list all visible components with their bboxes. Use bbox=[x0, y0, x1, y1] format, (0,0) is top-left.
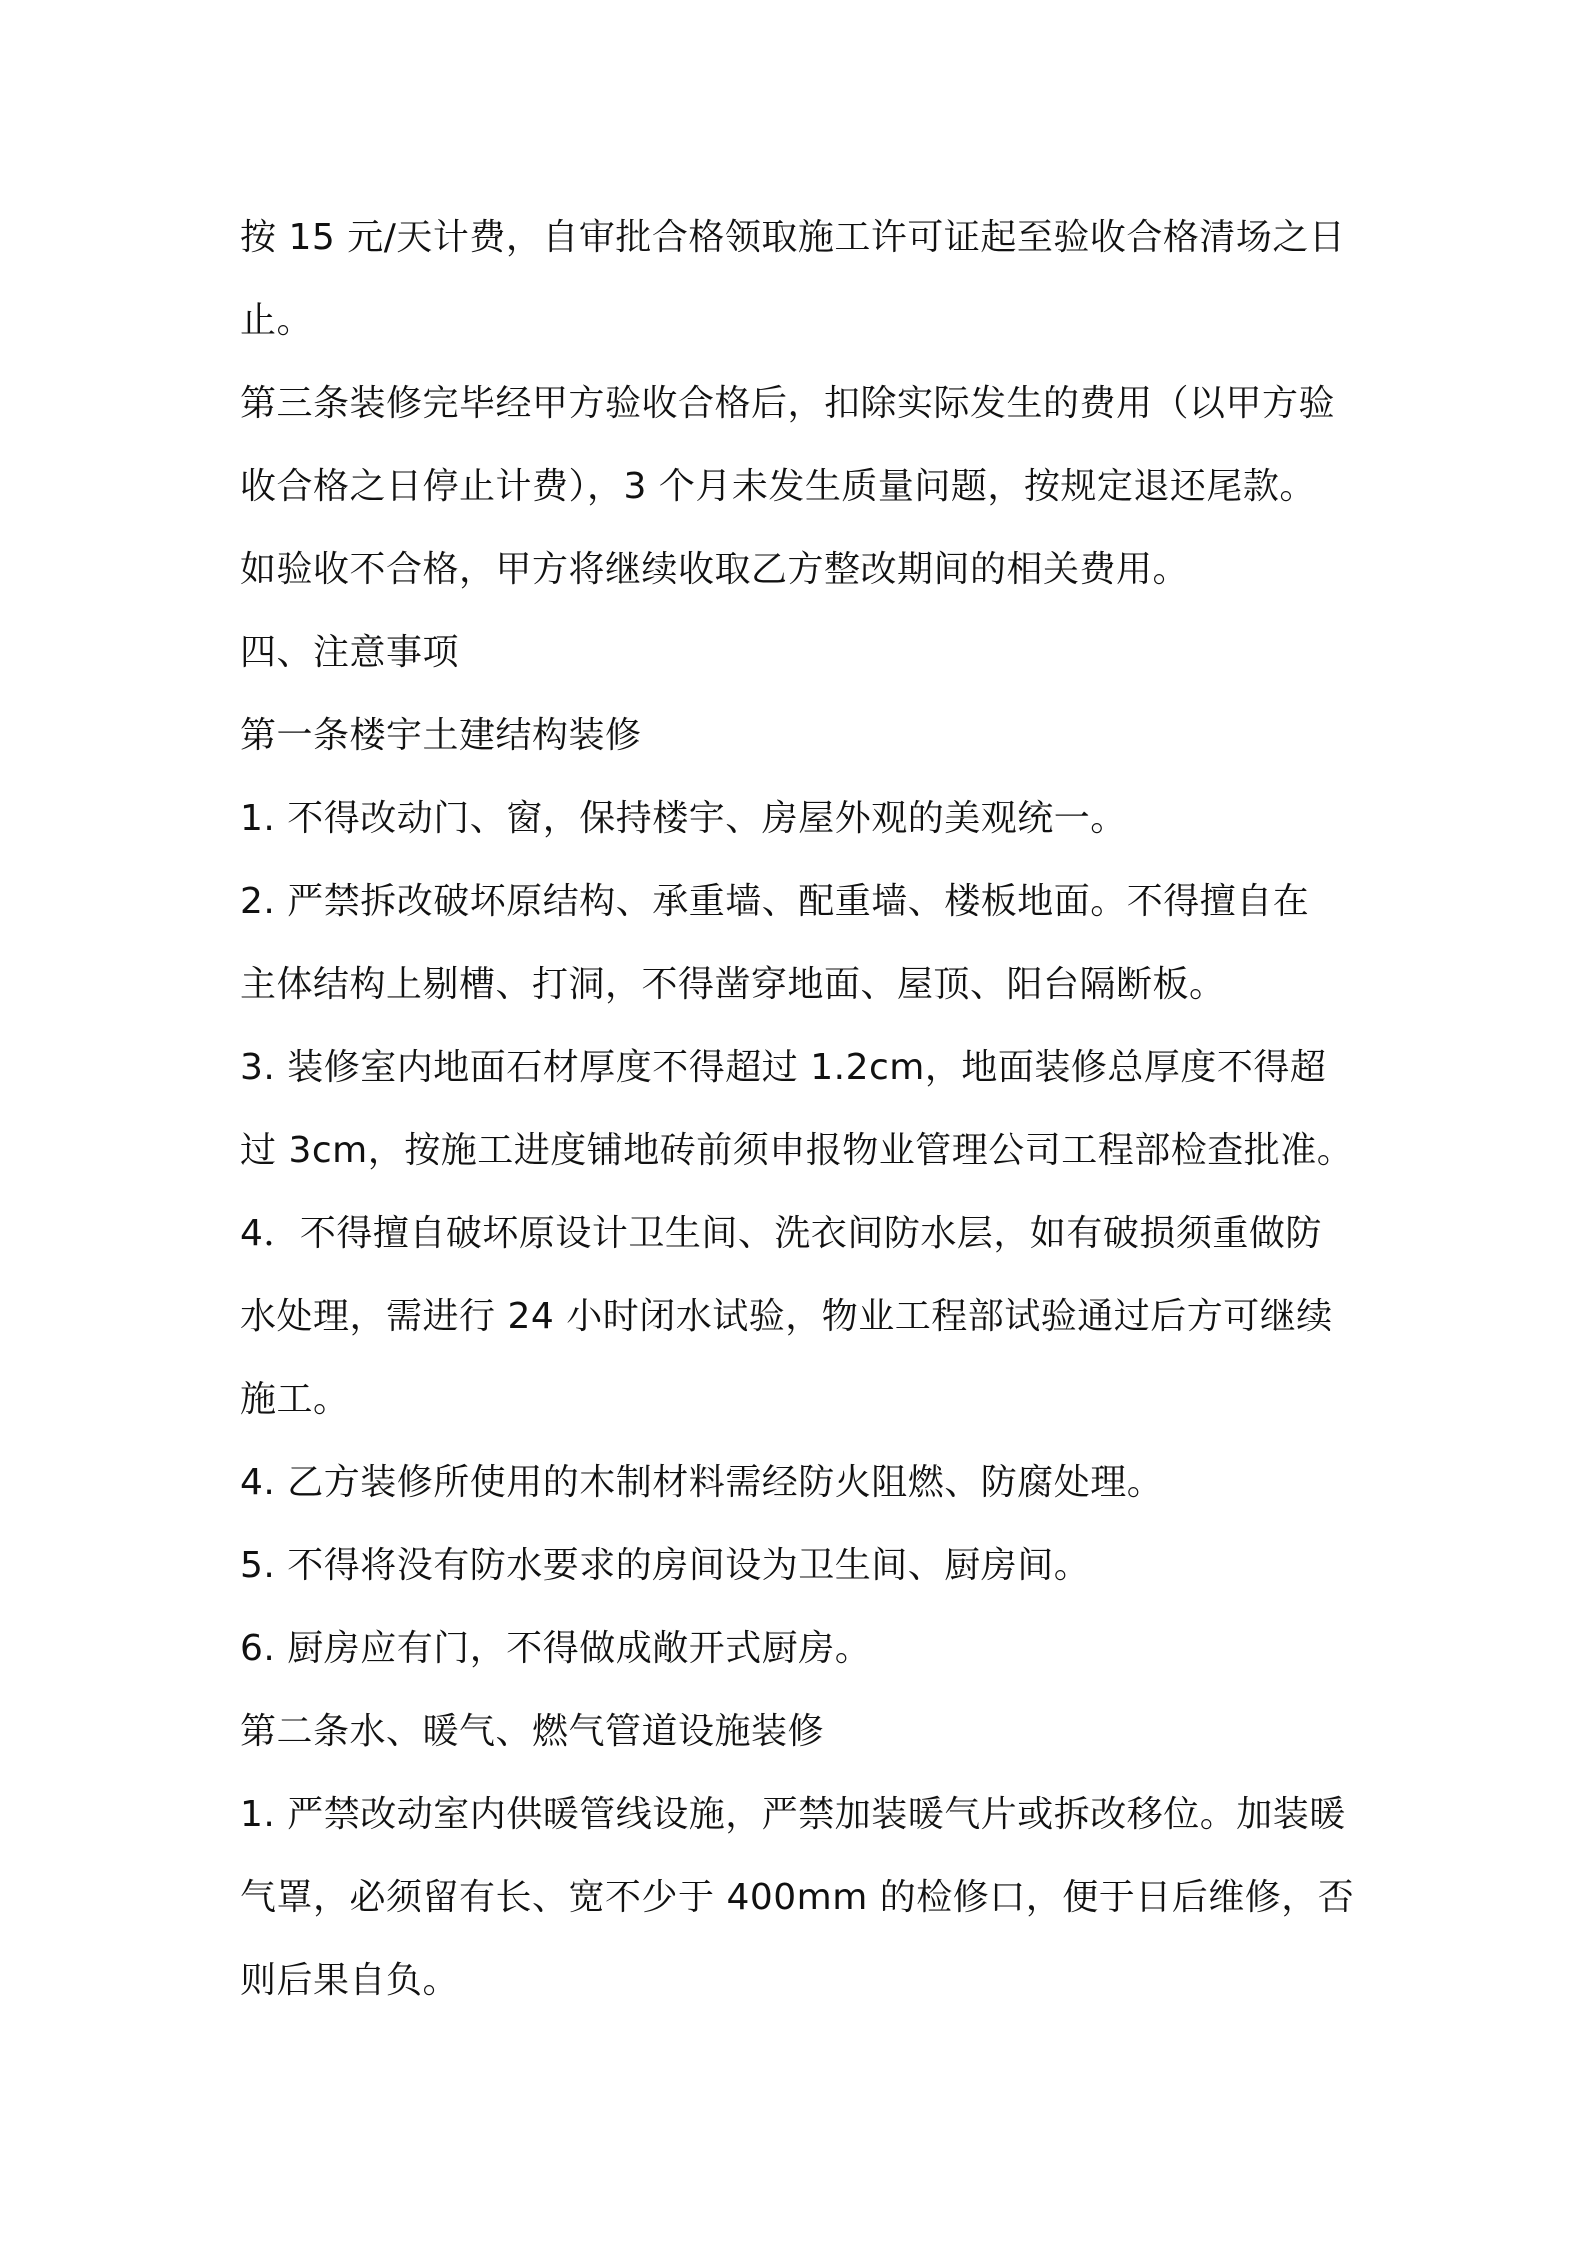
text-line: 施工。 bbox=[240, 1379, 350, 1420]
article-heading: 第二条水、暖气、燃气管道设施装修 bbox=[240, 1711, 825, 1752]
list-item: 3. 装修室内地面石材厚度不得超过 1.2cm，地面装修总厚度不得超 bbox=[240, 1047, 1327, 1088]
list-item: 1. 严禁改动室内供暖管线设施，严禁加装暖气片或拆改移位。加装暖 bbox=[240, 1794, 1346, 1835]
list-item: 4．不得擅自破坏原设计卫生间、洗衣间防水层，如有破损须重做防 bbox=[240, 1213, 1322, 1254]
section-heading: 四、注意事项 bbox=[240, 632, 460, 673]
text-line: 则后果自负。 bbox=[240, 1960, 460, 2001]
list-item: 5. 不得将没有防水要求的房间设为卫生间、厨房间。 bbox=[240, 1545, 1091, 1586]
text-line: 止。 bbox=[240, 300, 314, 341]
list-item: 4. 乙方装修所使用的木制材料需经防火阻燃、防腐处理。 bbox=[240, 1462, 1164, 1503]
text-line: 水处理，需进行 24 小时闭水试验，物业工程部试验通过后方可继续 bbox=[240, 1296, 1333, 1337]
text-line: 过 3cm，按施工进度铺地砖前须申报物业管理公司工程部检查批准。 bbox=[240, 1130, 1354, 1171]
text-line: 主体结构上剔槽、打洞，不得凿穿地面、屋顶、阳台隔断板。 bbox=[240, 964, 1226, 1005]
list-item: 6. 厨房应有门，不得做成敞开式厨房。 bbox=[240, 1628, 872, 1669]
text-line: 按 15 元/天计费，自审批合格领取施工许可证起至验收合格清场之日 bbox=[240, 217, 1346, 258]
text-line: 气罩，必须留有长、宽不少于 400mm 的检修口，便于日后维修，否 bbox=[240, 1877, 1355, 1918]
list-item: 1. 不得改动门、窗，保持楼宇、房屋外观的美观统一。 bbox=[240, 798, 1127, 839]
list-item: 2. 严禁拆改破坏原结构、承重墙、配重墙、楼板地面。不得擅自在 bbox=[240, 881, 1310, 922]
document-body bbox=[240, 196, 1360, 2022]
article-heading: 第一条楼宇土建结构装修 bbox=[240, 715, 642, 756]
text-line: 收合格之日停止计费），3 个月未发生质量问题，按规定退还尾款。 bbox=[240, 466, 1316, 507]
text-line: 如验收不合格，甲方将继续收取乙方整改期间的相关费用。 bbox=[240, 549, 1190, 590]
text-line: 第三条装修完毕经甲方验收合格后，扣除实际发生的费用（以甲方验 bbox=[240, 383, 1336, 424]
